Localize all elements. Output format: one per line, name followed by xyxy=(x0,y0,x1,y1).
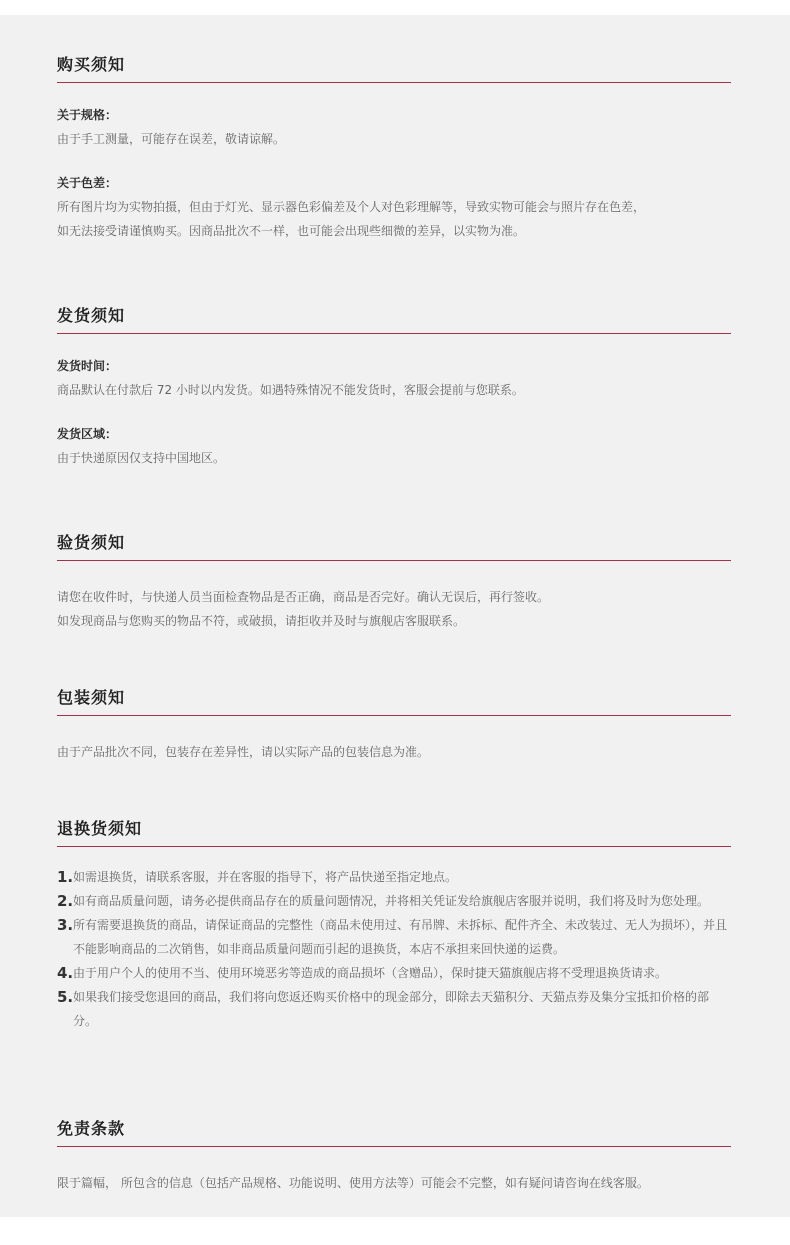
color-text-line-2: 如无法接受请谨慎购买。因商品批次不一样，也可能会出现些细微的差异，以实物为准。 xyxy=(57,224,526,238)
inspection-notice-section xyxy=(57,532,731,633)
rule-text: 如果我们接受您退回的商品，我们将向您返还购买价格中的现金部分，即除去天猫积分、天猫点券及集分宝抵扣价格的部分。 xyxy=(73,990,710,1028)
returns-rule-item xyxy=(57,889,731,913)
disclaimer-text: 限于篇幅， 所包含的信息（包括产品规格、功能说明、使用方法等）可能会不完整，如有疑问请咨询在线客服。 xyxy=(57,1176,649,1190)
rule-text: 如有商品质量问题，请务必提供商品存在的质量问题情况，并将相关凭证发给旗舰店客服并说明，我们将及时为您处理。 xyxy=(73,894,710,908)
color-label: 关于色差： xyxy=(57,176,118,190)
returns-rule-item xyxy=(57,913,731,961)
shipping-notice-section xyxy=(57,305,731,470)
returns-rules-list xyxy=(57,865,731,1033)
returns-rule-item xyxy=(57,865,731,889)
rule-number: 3. xyxy=(57,916,74,934)
packaging-text: 由于产品批次不同，包装存在差异性，请以实际产品的包装信息为准。 xyxy=(57,745,430,759)
inspection-text-line-2: 如发现商品与您购买的物品不符，或破损，请拒收并及时与旗舰店客服联系。 xyxy=(57,614,466,628)
returns-rule-item xyxy=(57,985,731,1033)
returns-rule-item xyxy=(57,961,731,985)
packaging-notice-section xyxy=(57,687,731,764)
ship-area-text: 由于快递原因仅支持中国地区。 xyxy=(57,451,226,465)
spec-label: 关于规格： xyxy=(57,108,118,122)
returns-notice-title: 退换货须知 xyxy=(57,818,731,847)
rule-number: 4. xyxy=(57,964,74,982)
returns-notice-section xyxy=(57,818,731,1033)
rule-number: 2. xyxy=(57,892,74,910)
spec-text: 由于手工测量，可能存在误差，敬请谅解。 xyxy=(57,132,286,146)
rule-text: 由于用户个人的使用不当、使用环境恶劣等造成的商品损坏（含赠品），保时捷天猫旗舰店将不受理退换货请求。 xyxy=(73,966,668,980)
ship-time-text: 商品默认在付款后 72 小时以内发货。如遇特殊情况不能发货时，客服会提前与您联系。 xyxy=(57,383,524,397)
packaging-notice-title: 包装须知 xyxy=(57,687,731,716)
ship-area-label: 发货区域： xyxy=(57,427,118,441)
color-text-line-1: 所有图片均为实物拍摄，但由于灯光、显示器色彩偏差及个人对色彩理解等，导致实物可能会与照片存在色差， xyxy=(57,200,646,214)
inspection-notice-title: 验货须知 xyxy=(57,532,731,561)
inspection-text-line-1: 请您在收件时，与快递人员当面检查物品是否正确，商品是否完好。确认无误后，再行签收。 xyxy=(57,590,550,604)
rule-number: 1. xyxy=(57,868,74,886)
rule-number: 5. xyxy=(57,988,74,1006)
disclaimer-section xyxy=(57,1118,731,1195)
rule-text: 所有需要退换货的商品，请保证商品的完整性（商品未使用过、有吊牌、未拆标、配件齐全、未改装过、无人为损坏），并且不能影响商品的二次销售，如非商品质量问题而引起的退换货，本店不承担来回快递的运费。 xyxy=(73,918,728,956)
shipping-notice-title: 发货须知 xyxy=(57,305,731,334)
purchase-notice-section xyxy=(57,54,731,243)
disclaimer-title: 免责条款 xyxy=(57,1118,731,1147)
notice-panel xyxy=(0,15,790,1217)
purchase-notice-title: 购买须知 xyxy=(57,54,731,83)
ship-time-label: 发货时间： xyxy=(57,359,118,373)
rule-text: 如需退换货，请联系客服，并在客服的指导下，将产品快递至指定地点。 xyxy=(73,870,458,884)
